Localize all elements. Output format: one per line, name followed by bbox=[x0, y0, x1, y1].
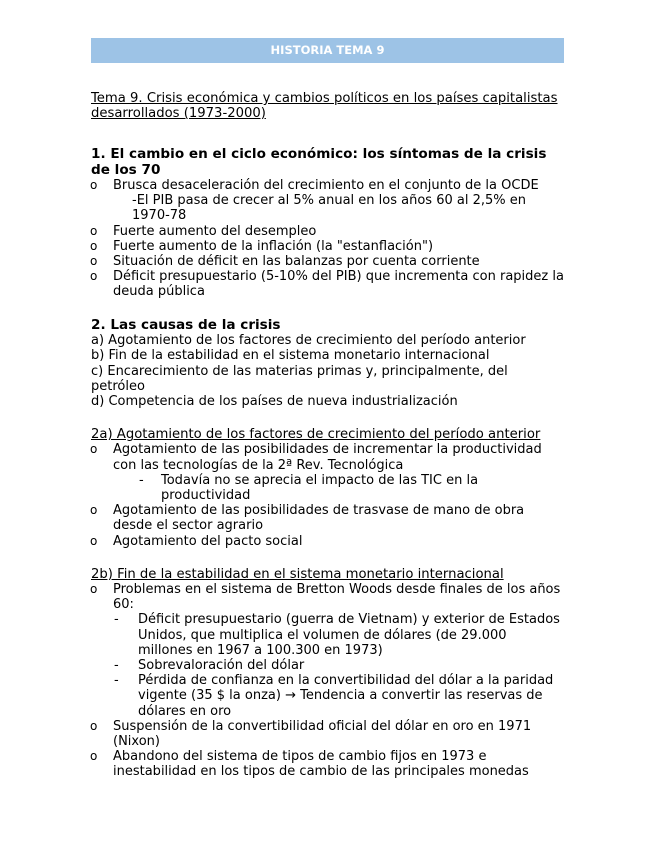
list-item: o Problemas en el sistema de Bretton Woods desde finales de los años 60: bbox=[91, 582, 564, 612]
list-subitem: - Déficit presupuestario (guerra de Vietnam) y exterior de Estados Unidos, que multiplica el volumen de dólares (de 29.000 millones en 1967 a 100.300 en 1973) bbox=[91, 612, 564, 658]
list-subitem: - Todavía no se aprecia el impacto de las TIC en la productividad bbox=[91, 473, 564, 503]
list-item: o Agotamiento de las posibilidades de trasvase de mano de obra desde el sector agrario bbox=[91, 503, 564, 533]
cause-line: b) Fin de la estabilidad en el sistema monetario internacional bbox=[91, 348, 490, 364]
cause-line: d) Competencia de los países de nueva industrialización bbox=[91, 393, 458, 409]
document-page bbox=[91, 38, 564, 780]
cause-line: c) Encarecimiento de las materias primas y, principalmente, del petróleo bbox=[91, 363, 508, 394]
section2a-heading: 2a) Agotamiento de los factores de crecimiento del período anterior bbox=[91, 427, 541, 443]
list-item: o Agotamiento de las posibilidades de incrementar la productividad con las tecnologías de la 2ª Rev. Tecnológica bbox=[91, 442, 564, 472]
list-subitem: - Pérdida de confianza en la convertibilidad del dólar a la paridad vigente (35 $ la onza) → Tendencia a convertir las reservas de dólares en oro bbox=[91, 673, 564, 719]
list-item: o Situación de déficit en las balanzas por cuenta corriente bbox=[91, 254, 564, 269]
list-item: o Fuerte aumento del desempleo bbox=[91, 224, 564, 239]
list-subitem: - Sobrevaloración del dólar bbox=[91, 658, 564, 673]
section1-heading: 1. El cambio en el ciclo económico: los síntomas de la crisis de los 70 bbox=[91, 146, 547, 178]
list-item: o Agotamiento del pacto social bbox=[91, 534, 564, 549]
section2b-heading: 2b) Fin de la estabilidad en el sistema monetario internacional bbox=[91, 566, 504, 582]
page-header-title: HISTORIA TEMA 9 bbox=[91, 38, 564, 63]
list-item: o Déficit presupuestario (5-10% del PIB) que incrementa con rapidez la deuda pública bbox=[91, 269, 564, 299]
list-item: o Abandono del sistema de tipos de cambio fijos en 1973 e inestabilidad en los tipos de cambio de las principales monedas bbox=[91, 749, 564, 779]
list-item: o Fuerte aumento de la inflación (la "estanflación") bbox=[91, 239, 564, 254]
list-item-note: -El PIB pasa de crecer al 5% anual en los años 60 al 2,5% en 1970-78 bbox=[132, 193, 526, 224]
cause-line: a) Agotamiento de los factores de crecimiento del período anterior bbox=[91, 333, 526, 349]
section2-heading: 2. Las causas de la crisis bbox=[91, 316, 281, 333]
list-item: o Brusca desaceleración del crecimiento en el conjunto de la OCDE bbox=[91, 178, 564, 193]
list-item: o Suspensión de la convertibilidad oficial del dólar en oro en 1971 (Nixon) bbox=[91, 719, 564, 749]
topic-title: Tema 9. Crisis económica y cambios políticos en los países capitalistas desarrollados (1973-2000) bbox=[91, 91, 558, 121]
